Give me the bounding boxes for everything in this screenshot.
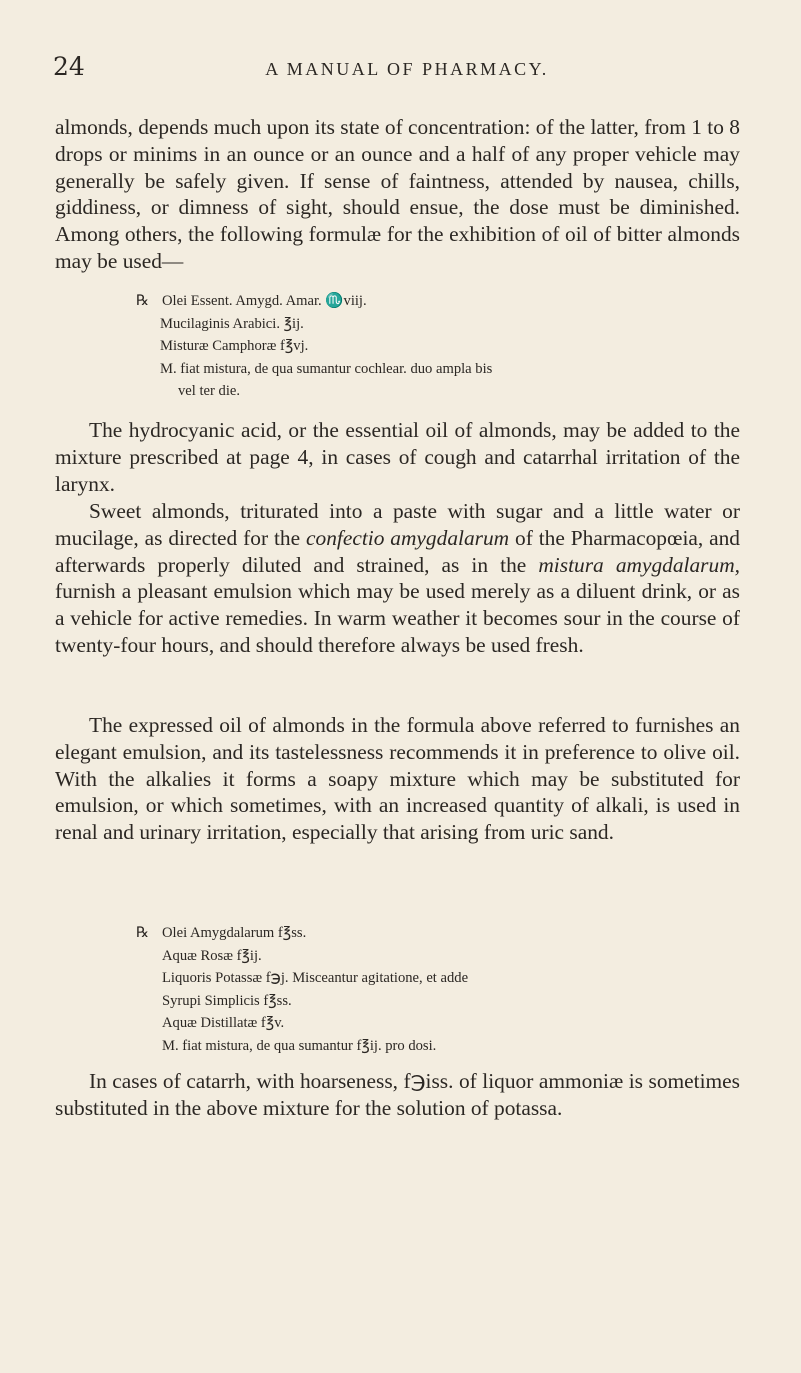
paragraph-2-text: The hydrocyanic acid, or the essential oil of almonds, may be added to the mixture prescribed at page 4, in cases of cough and catarrhal irritation of the larynx.	[55, 418, 740, 496]
running-head: A MANUAL OF PHARMACY.	[265, 59, 549, 79]
formula-1-ingredient: Misturæ Camphoræ f℥vj.	[160, 338, 309, 355]
formula-2-ingredient: Aquæ Distillatæ f℥v.	[162, 1015, 285, 1032]
paragraph-1-text: almonds, depends much upon its state of concentration: of the latter, from 1 to 8 drops or minims in an ounce or an ounce and a half of any proper vehicle may generally be safely given. If sense of faintness, attended by nausea, chills, giddiness, or dimness of sight, should ensue, the dose must be diminished. Among others, the following formulæ for the exhibition of oil of bitter almonds may be used—	[55, 115, 740, 273]
page-header	[53, 52, 761, 82]
formula-2-ingredient: Syrupi Simplicis f℥ss.	[162, 992, 292, 1009]
paragraph-2	[55, 417, 740, 497]
paragraph-3-text: of the Pharmacopœia, and afterwards properly diluted and strained, as in the	[55, 525, 741, 577]
paragraph-5-text: In cases of catarrh, with hoarseness, f℈iss. of liquor ammoniæ is sometimes substituted in the above mixture for the solution of potassa.	[55, 1069, 740, 1120]
paragraph-3	[55, 498, 740, 659]
formula-2-directions: M. fiat mistura, de qua sumantur f℥ij. pro dosi.	[162, 1037, 437, 1054]
recipe-symbol: ℞	[136, 293, 150, 309]
recipe-symbol: ℞	[136, 925, 150, 941]
formula-2-ingredient: Olei Amygdalarum f℥ss.	[162, 925, 307, 941]
formula-1	[136, 290, 751, 403]
paragraph-4-text: The expressed oil of almonds in the formula above referred to furnishes an elegant emulsion, and its tastelessness recommends it in preference to olive oil. With the alkalies it forms a soapy mixture which may be substituted for emulsion, or which sometimes, with an increased quantity of alkali, is used in renal and urinary irritation, especially that arising from uric sand.	[55, 713, 740, 845]
formula-1-directions: M. fiat mistura, de qua sumantur cochlear. duo ampla bis	[160, 360, 493, 377]
paragraph-4	[55, 712, 740, 846]
paragraph-1	[55, 114, 740, 275]
formula-2-ingredient: Aquæ Rosæ f℥ij.	[162, 947, 262, 964]
paragraph-3-text: furnish a pleasant emulsion which may be used merely as a diluent drink, or as a vehicle for active remedies. In warm weather it becomes sour in the course of twenty-four hours, and should therefore always be used fresh.	[55, 579, 740, 657]
formula-1-ingredient: Mucilaginis Arabici. ℥ij.	[160, 315, 304, 332]
formula-1-ingredient: Olei Essent. Amygd. Amar. ♏viij.	[162, 293, 367, 309]
formula-2	[136, 922, 751, 1058]
paragraph-3-text: Sweet almonds, triturated into a paste with sugar and a little water or mucilage, as directed for the	[55, 499, 740, 550]
paragraph-5	[55, 1068, 740, 1122]
formula-2-ingredient: Liquoris Potassæ f℈j. Misceantur agitatione, et adde	[162, 970, 469, 987]
latin-term: confectio amygdalarum	[306, 525, 510, 550]
formula-1-directions-cont: vel ter die.	[178, 383, 240, 400]
latin-term: mistura amygdalarum,	[538, 552, 740, 577]
page-number: 24	[53, 52, 85, 81]
